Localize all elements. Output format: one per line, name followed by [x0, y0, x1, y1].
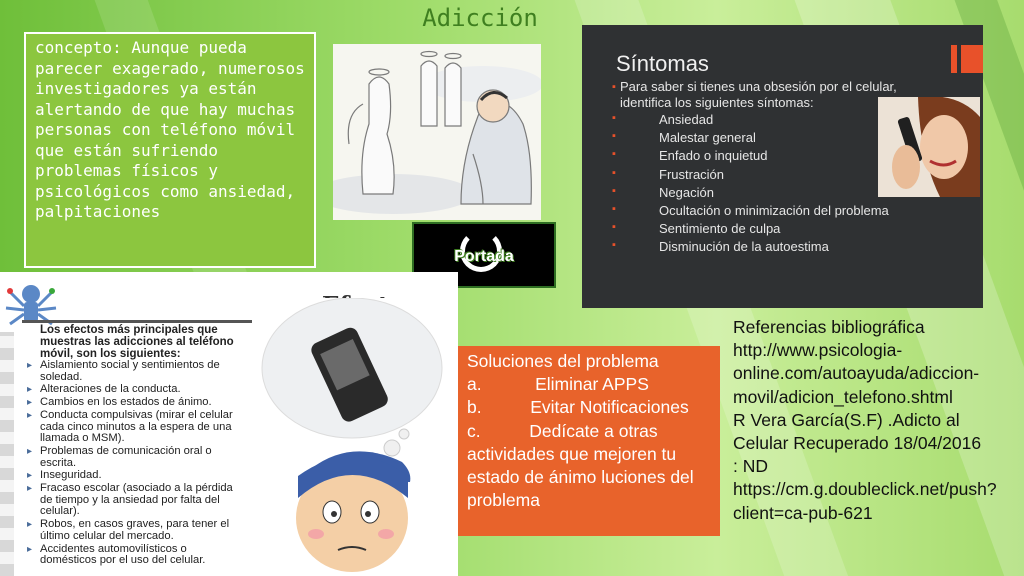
- sintoma-item: [612, 148, 889, 166]
- bullet-icon: ▪: [612, 202, 616, 215]
- woman-on-phone-photo: [878, 97, 980, 197]
- sintoma-item: [612, 239, 889, 257]
- soluciones-lines: [467, 350, 711, 512]
- bullet-icon: ▪: [612, 130, 616, 143]
- sintoma-item: [612, 184, 889, 203]
- sintoma-item: [612, 202, 889, 221]
- efecto-item: ▸ Fracaso escolar (asociado a la pérdida de tiempo y la ansiedad por falta del celular).: [40, 483, 246, 518]
- sintoma-item: [612, 112, 889, 130]
- sintoma-label: Negación: [659, 184, 714, 200]
- bullet-icon: ▪: [612, 112, 616, 124]
- solucion-item: c. Dedícate a otras actividades que mejoren tu estado de ánimo luciones del problema: [467, 420, 699, 511]
- reference-text: R Vera García(S.F) .Adicto al Celular Recuperado 18/04/2016: [733, 409, 982, 454]
- sintomas-heading: Síntomas: [616, 51, 709, 76]
- sintoma-label: Malestar general: [659, 130, 756, 146]
- sintomas-list: [612, 112, 889, 258]
- bullet-icon: ▪: [612, 184, 616, 197]
- sintoma-item: [612, 221, 889, 239]
- efecto-item: ▸ Accidentes automovilísticos o domésticos por el uso del celular.: [40, 544, 246, 567]
- sintoma-label: Frustración: [659, 166, 725, 182]
- sintoma-item: [612, 166, 889, 185]
- efectos-panel: [0, 272, 458, 576]
- efectos-list-heading: Los efectos más principales que muestras las adicciones al teléfono móvil, son los siguientes:: [40, 324, 234, 360]
- bullet-icon: ▪: [612, 148, 616, 161]
- referencias-block: [733, 316, 1001, 525]
- worried-man-with-phone-illustration: [252, 298, 458, 576]
- efectos-list: [40, 360, 246, 568]
- sintoma-label: Ocultación o minimización del problema: [659, 202, 889, 218]
- solucion-item: b. Evitar Notificaciones: [467, 397, 689, 418]
- bullet-icon: ▪: [612, 239, 616, 252]
- reference-link[interactable]: https://cm.g.doubleclick.net/push?client=ca-pub-621: [733, 479, 997, 523]
- referencias-heading: Referencias bibliográfica: [733, 317, 925, 337]
- efecto-item: ▸ Aislamiento social y sentimientos de soledad.: [40, 360, 246, 383]
- left-edge-decoration: [0, 332, 14, 576]
- efecto-item: ▸ Conducta compulsivas (mirar el celular cada cinco minutos a la espera de una llamada o MSM).: [40, 410, 246, 445]
- sintoma-label: Sentimiento de culpa: [659, 221, 781, 237]
- accent-bars-icon: [951, 45, 983, 73]
- reference-text: : ND: [733, 456, 768, 477]
- efecto-item: ▸ Inseguridad.: [40, 470, 246, 482]
- efecto-item: ▸ Alteraciones de la conducta.: [40, 384, 246, 396]
- sintomas-intro: ▪ Para saber si tienes una obsesión por el celular, identifica los siguientes síntomas:: [620, 79, 920, 111]
- efecto-item: ▸ Robos, en casos graves, para tener el último celular del mercado.: [40, 519, 246, 542]
- soluciones-box: [458, 346, 720, 536]
- soluciones-heading: Soluciones del problema: [467, 351, 659, 371]
- sintoma-label: Enfado o inquietud: [659, 148, 768, 164]
- bullet-icon: ▪: [612, 221, 616, 234]
- sintoma-item: [612, 130, 889, 148]
- slide-title: Adicción: [422, 4, 538, 32]
- sintoma-label: Ansiedad: [659, 112, 714, 127]
- referencias-lines: [733, 316, 1001, 525]
- solucion-item: a. Eliminar APPS: [467, 374, 649, 395]
- concept-text-box: [24, 32, 316, 268]
- bullet-icon: ▪: [612, 166, 616, 179]
- efecto-item: ▸ Cambios en los estados de ánimo.: [40, 397, 246, 409]
- reference-link[interactable]: http://www.psicologia-online.com/autoayuda/adiccion-movil/adicion_telefono.shtml: [733, 340, 980, 407]
- efecto-item: ▸ Problemas de comunicación oral o escrita.: [40, 446, 246, 469]
- sintoma-label: Disminución de la autoestima: [659, 239, 829, 255]
- angels-illustration: [333, 44, 541, 220]
- concept-text: concepto: Aunque pueda parecer exagerado, numerosos investigadores ya están alertando de que hay muchas personas con teléfono móvil que están sufriendo problemas físicos y psicológicos como ansiedad, palpitaciones: [35, 38, 305, 221]
- portada-label: Portada: [454, 248, 514, 265]
